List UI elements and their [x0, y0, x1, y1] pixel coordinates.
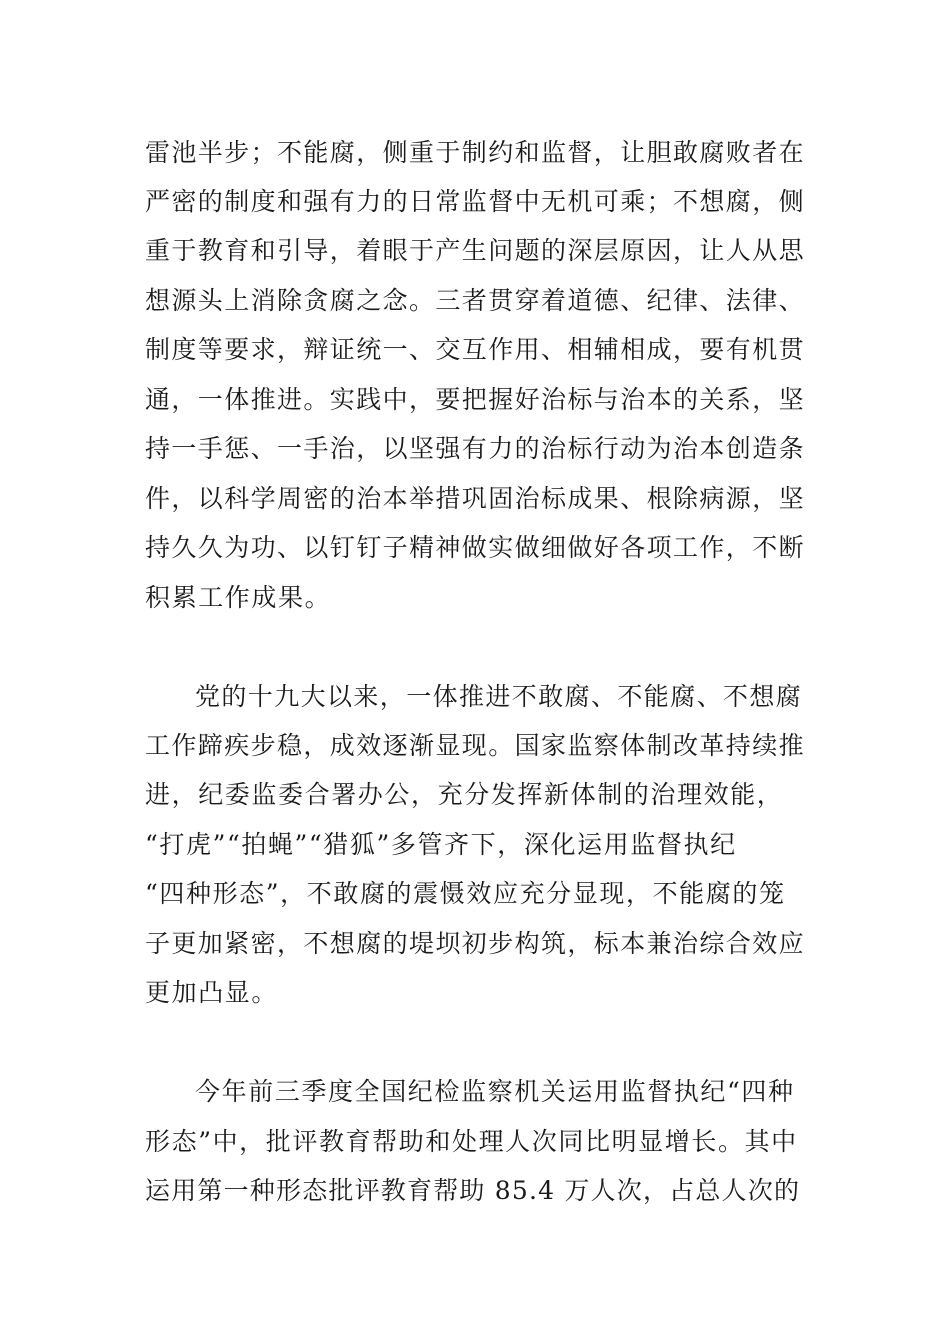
text-line: 形态”中，批评教育帮助和处理人次同比明显增长。其中	[145, 1127, 798, 1156]
text-line: 持久久为功、以钉钉子精神做实做细做好各项工作，不断	[145, 533, 806, 562]
text-line: 党的十九大以来，一体推进不敢腐、不能腐、不想腐	[195, 682, 803, 711]
text-line: 今年前三季度全国纪检监察机关运用监督执纪“四种	[195, 1077, 795, 1106]
text-line: “打虎”“拍蝇”“猎狐”多管齐下，深化运用监督执纪	[145, 830, 737, 859]
text-line: 制度等要求，辩证统一、交互作用、相辅相成，要有机贯	[145, 335, 806, 364]
text-line: 工作蹄疾步稳，成效逐渐显现。国家监察体制改革持续推	[145, 731, 806, 760]
text-line: 重于教育和引导，着眼于产生问题的深层原因，让人从思	[145, 236, 806, 265]
text-line: “四种形态”，不敢腐的震慑效应充分显现，不能腐的笼	[145, 879, 786, 908]
text-line: 想源头上消除贪腐之念。三者贯穿着道德、纪律、法律、	[145, 286, 806, 315]
text-line: 进，纪委监委合署办公，充分发挥新体制的治理效能，	[145, 780, 784, 809]
text-line: 通，一体推进。实践中，要把握好治标与治本的关系，坚	[145, 385, 806, 414]
text-line: 雷池半步；不能腐，侧重于制约和监督，让胆敢腐败者在	[145, 138, 806, 167]
text-line: 积累工作成果。	[145, 583, 332, 612]
text-line: 持一手惩、一手治，以坚强有力的治标行动为治本创造条	[145, 434, 806, 463]
text-line: 件，以科学周密的治本举措巩固治标成果、根除病源，坚	[145, 484, 806, 513]
text-line: 严密的制度和强有力的日常监督中无机可乘；不想腐，侧	[145, 187, 806, 216]
text-line: 更加凸显。	[145, 978, 279, 1007]
text-line: 子更加紧密，不想腐的堤坝初步构筑，标本兼治综合效应	[145, 929, 806, 958]
text-line: 运用第一种形态批评教育帮助 85.4 万人次，占总人次的	[145, 1176, 801, 1205]
